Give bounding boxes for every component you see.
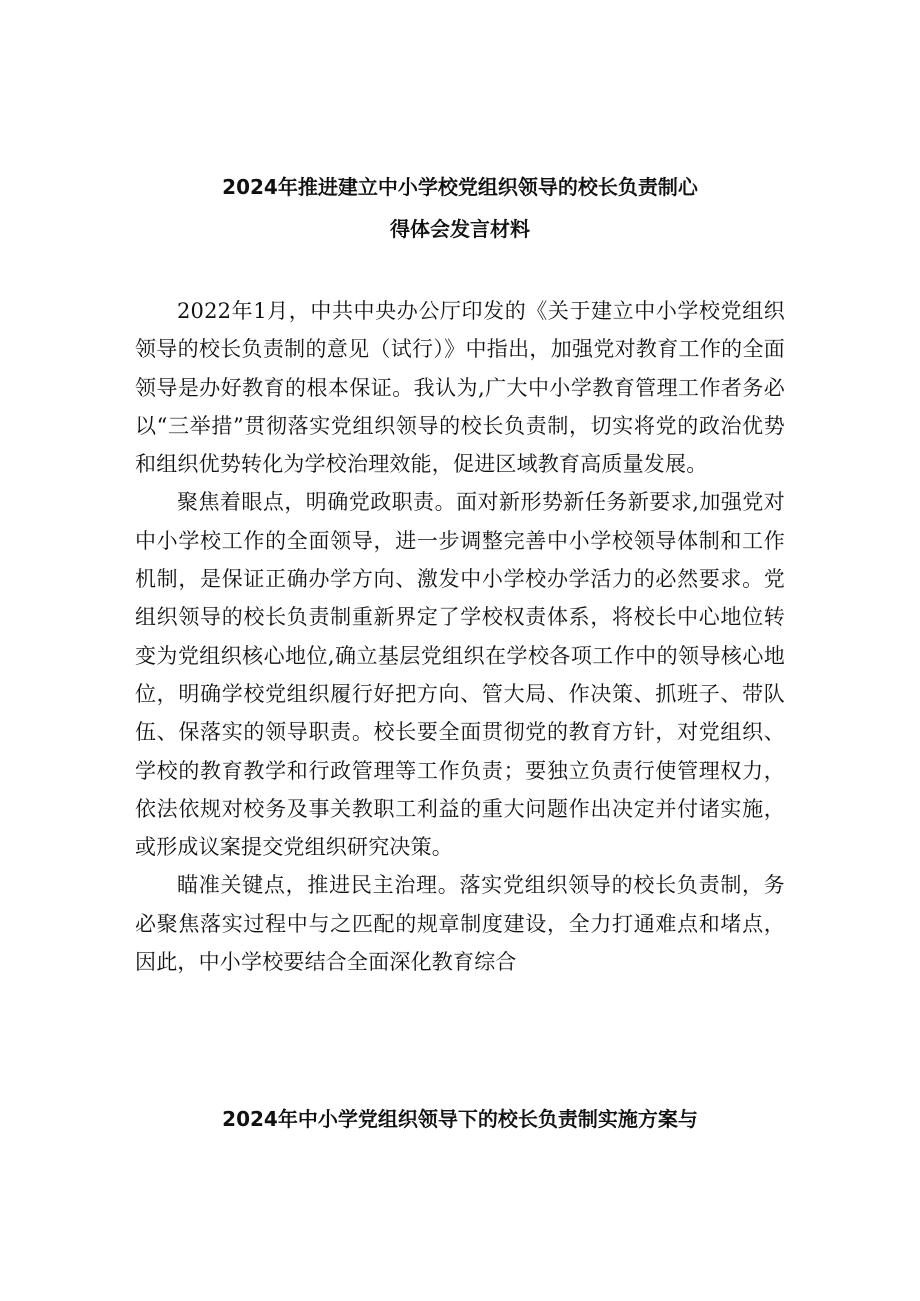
document-title xyxy=(130,166,790,250)
paragraph-2: 聚焦着眼点，明确党政职责。面对新形势新任务新要求,加强党对中小学校工作的全面领导，进一步调整完善中小学校领导体制和工作机制，是保证正确办学方向、激发中小学校办学活力的必然要求。党组织领导的校长负责制重新界定了学校权责体系，将校长中心地位转变为党组织核心地位,确立基层党组织在学校各项工作中的领导核心地位，明确学校党组织履行好把方向、管大局、作决策、抓班子、带队伍、保落实的领导职责。校长要全面贯彻党的教育方针，对党组织、学校的教育教学和行政管理等工作负责；要独立负责行使管理权力，依法依规对校务及事关教职工利益的重大问题作出决定并付诸实施，或形成议案提交党组织研究决策。 xyxy=(135,490,785,860)
paragraph-3: 瞄准关键点，推进民主治理。落实党组织领导的校长负责制，务必聚焦落实过程中与之匹配的规章制度建设，全力打通难点和堵点，因此，中小学校要结合全面深化教育综合 xyxy=(135,873,785,975)
second-document-title: 2024年中小学党组织领导下的校长负责制实施方案与 xyxy=(222,1107,698,1131)
document-body xyxy=(135,292,785,981)
paragraph-1: 2022年1月，中共中央办公厅印发的《关于建立中小学校党组织领导的校长负责制的意见（试行）》中指出，加强党对教育工作的全面领导是办好教育的根本保证。我认为,广大中小学教育管理工作者务必以“三举措”贯彻落实党组织领导的校长负责制，切实将党的政治优势和组织优势转化为学校治理效能，促进区域教育高质量发展。 xyxy=(135,299,785,477)
title-line-1: 2024年推进建立中小学校党组织领导的校长负责制心 xyxy=(222,175,698,199)
title-line-2: 得体会发言材料 xyxy=(390,217,530,241)
